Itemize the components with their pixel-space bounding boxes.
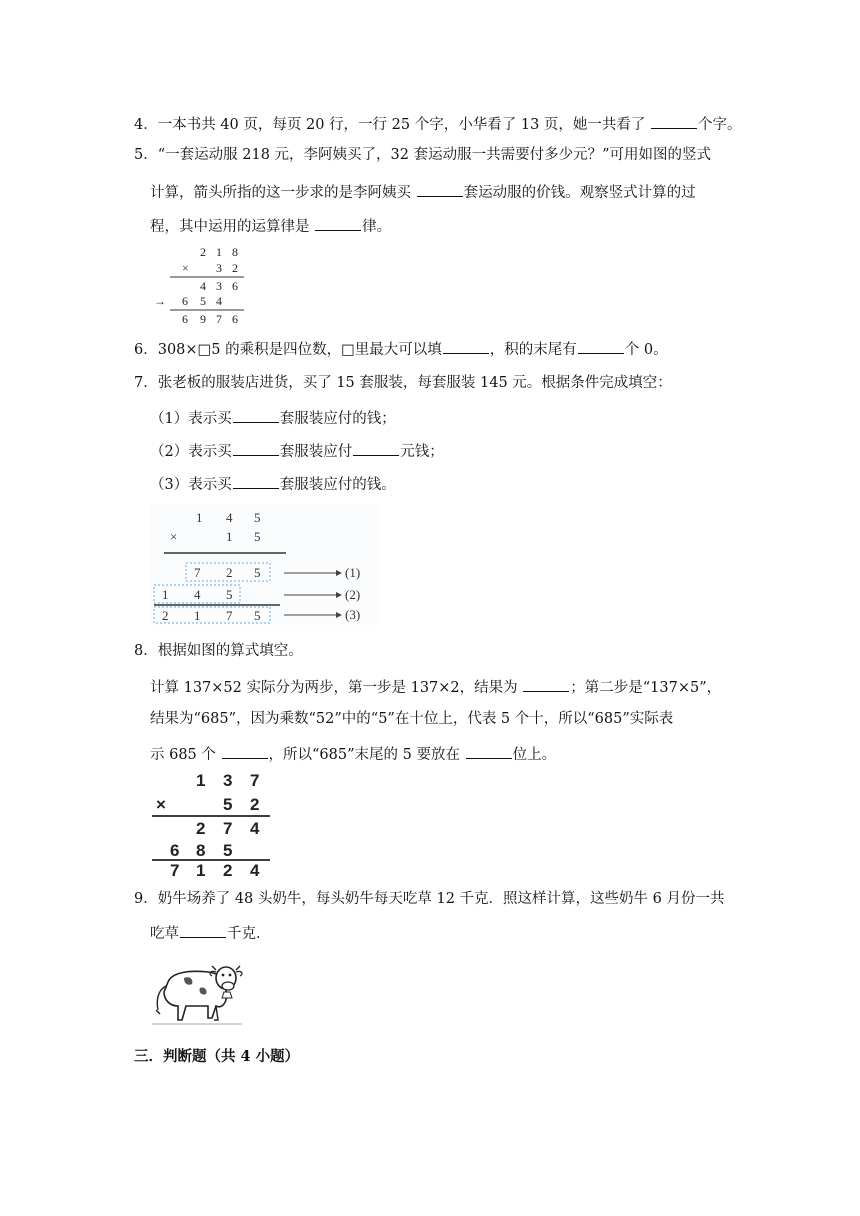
digit: 7 bbox=[226, 608, 233, 623]
question-5-line1: 5．“一套运动服 218 元，李阿姨买了，32 套运动服一共需要付多少元？”可用如图的竖式 bbox=[134, 147, 712, 163]
answer-blank[interactable] bbox=[466, 743, 512, 759]
step-label: (2) bbox=[345, 587, 361, 602]
digit: 3 bbox=[216, 279, 222, 293]
digit: 3 bbox=[223, 771, 233, 790]
digit: 5 bbox=[254, 529, 261, 544]
digit: 5 bbox=[223, 841, 233, 860]
cow-icon bbox=[150, 956, 244, 1030]
digit: 7 bbox=[194, 565, 201, 580]
digit: 2 bbox=[196, 819, 206, 838]
digit: 8 bbox=[196, 841, 206, 860]
digit: 6 bbox=[170, 841, 180, 860]
digit: 2 bbox=[200, 245, 206, 259]
digit: 7 bbox=[216, 312, 222, 326]
answer-blank[interactable] bbox=[651, 113, 697, 129]
q8-text: ，所以“685”末尾的 5 要放在 bbox=[268, 747, 465, 763]
question-6 bbox=[134, 338, 668, 360]
answer-blank[interactable] bbox=[443, 338, 489, 354]
q7-text: 套服装应付的钱； bbox=[279, 411, 396, 427]
times-sign: × bbox=[156, 795, 166, 814]
digit: 1 bbox=[194, 608, 201, 623]
digit: 2 bbox=[162, 608, 169, 623]
q7-text: （1）表示买 bbox=[150, 411, 232, 427]
digit: 5 bbox=[223, 795, 233, 814]
q7-text: （3）表示买 bbox=[150, 477, 232, 493]
digit: 4 bbox=[194, 587, 201, 602]
question-9-line1: 9．奶牛场养了 48 头奶牛，每头奶牛每天吃草 12 千克．照这样计算，这些奶牛 6 月份一共 bbox=[134, 891, 725, 907]
digit: 5 bbox=[254, 608, 261, 623]
question-9-line2 bbox=[150, 922, 271, 944]
answer-blank[interactable] bbox=[353, 440, 399, 456]
q9-text: 吃草 bbox=[150, 926, 179, 942]
digit: 5 bbox=[226, 587, 233, 602]
digit: 6 bbox=[232, 279, 238, 293]
cow-bell bbox=[222, 992, 232, 998]
answer-blank[interactable] bbox=[315, 215, 361, 231]
arrow-icon: → bbox=[154, 294, 166, 308]
question-7-part2 bbox=[150, 440, 444, 462]
digit: 2 bbox=[223, 861, 233, 878]
digit: 1 bbox=[162, 587, 169, 602]
step-label: (3) bbox=[345, 607, 361, 622]
digit: 6 bbox=[182, 294, 188, 308]
question-5-line2 bbox=[150, 181, 696, 203]
q9-text: 千克． bbox=[227, 926, 271, 942]
q6-text: ，积的末尾有 bbox=[489, 342, 577, 358]
step-label: (1) bbox=[345, 565, 361, 580]
q5-text: 律。 bbox=[362, 219, 392, 235]
digit: 7 bbox=[170, 861, 180, 878]
digit: 1 bbox=[196, 510, 203, 525]
answer-blank[interactable] bbox=[233, 473, 279, 489]
q7-vertical-multiplication-figure bbox=[150, 505, 380, 625]
digit: 3 bbox=[216, 261, 222, 275]
digit: 5 bbox=[254, 565, 261, 580]
digit: 4 bbox=[200, 279, 206, 293]
digit: 4 bbox=[226, 510, 233, 525]
q8-text: 位上。 bbox=[512, 747, 557, 763]
digit: 4 bbox=[250, 819, 260, 838]
question-7-part1 bbox=[150, 407, 396, 429]
digit: 7 bbox=[223, 819, 233, 838]
question-8-line4 bbox=[150, 743, 556, 765]
answer-blank[interactable] bbox=[233, 407, 279, 423]
answer-blank[interactable] bbox=[233, 440, 279, 456]
q5-text: 程，其中运用的运算律是 bbox=[150, 219, 315, 235]
answer-blank[interactable] bbox=[417, 181, 463, 197]
q7-text: 套服装应付 bbox=[279, 444, 353, 460]
digit: 6 bbox=[182, 312, 188, 326]
times-sign: × bbox=[182, 261, 189, 275]
section-heading: 三．判断题（共 4 小题） bbox=[134, 1048, 300, 1065]
answer-blank[interactable] bbox=[180, 922, 226, 938]
question-4 bbox=[134, 113, 742, 135]
digit: 1 bbox=[196, 861, 206, 878]
cow-eye bbox=[222, 974, 225, 977]
q5-text: 计算，箭头所指的这一步求的是李阿姨买 bbox=[150, 185, 416, 201]
answer-blank[interactable] bbox=[523, 676, 569, 692]
q6-text: 个 0。 bbox=[624, 342, 668, 358]
digit: 4 bbox=[250, 861, 260, 878]
q8-text: ；第二步是“137×5”， bbox=[570, 680, 722, 696]
times-sign: × bbox=[170, 529, 178, 544]
question-7-part3 bbox=[150, 473, 396, 495]
digit: 1 bbox=[226, 529, 233, 544]
q7-text: 套服装应付的钱。 bbox=[279, 477, 396, 493]
answer-blank[interactable] bbox=[578, 338, 624, 354]
q8-text: 示 685 个 bbox=[150, 747, 221, 763]
digit: 5 bbox=[200, 294, 206, 308]
question-8-line1: 8．根据如图的算式填空。 bbox=[134, 643, 303, 659]
digit: 2 bbox=[226, 565, 233, 580]
question-4-suffix: 个字。 bbox=[698, 117, 742, 133]
digit: 2 bbox=[250, 795, 260, 814]
q6-text: 6．308×□5 的乘积是四位数，□里最大可以填 bbox=[134, 342, 442, 358]
digit: 7 bbox=[250, 771, 260, 790]
q8-text: 计算 137×52 实际分为两步，第一步是 137×2，结果为 bbox=[150, 680, 523, 696]
cow-tail bbox=[156, 1010, 160, 1014]
cow-eye bbox=[229, 974, 232, 977]
question-5-line3 bbox=[150, 215, 391, 237]
question-8-line2 bbox=[150, 676, 721, 698]
q7-text: （2）表示买 bbox=[150, 444, 232, 460]
q5-vertical-multiplication-figure bbox=[148, 242, 248, 328]
digit: 6 bbox=[232, 312, 238, 326]
question-4-text: 4．一本书共 40 页，每页 20 行，一行 25 个字，小华看了 13 页，她一共看了 bbox=[134, 117, 651, 133]
q8-vertical-multiplication-figure bbox=[150, 766, 275, 878]
digit: 5 bbox=[254, 510, 261, 525]
q7-text: 元钱； bbox=[400, 444, 444, 460]
question-7-line1: 7．张老板的服装店进货，买了 15 套服装，每套服装 145 元。根据条件完成填空： bbox=[134, 375, 672, 391]
digit: 1 bbox=[216, 245, 222, 259]
question-8-line3: 结果为“685”，因为乘数“52”中的“5”在十位上，代表 5 个十，所以“685”实际表 bbox=[150, 711, 674, 727]
digit: 1 bbox=[196, 771, 206, 790]
digit: 4 bbox=[216, 294, 222, 308]
digit: 9 bbox=[200, 312, 206, 326]
digit: 2 bbox=[232, 261, 238, 275]
q5-text: 套运动服的价钱。观察竖式计算的过 bbox=[463, 185, 696, 201]
cow-muzzle bbox=[222, 982, 234, 990]
digit: 8 bbox=[232, 245, 238, 259]
answer-blank[interactable] bbox=[222, 743, 268, 759]
